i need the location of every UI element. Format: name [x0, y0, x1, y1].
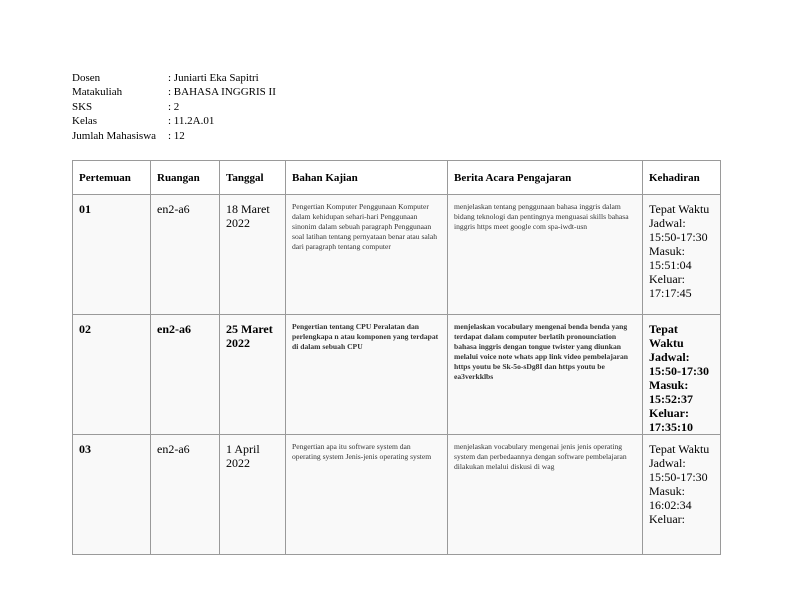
cell-pertemuan: 03: [73, 435, 151, 555]
cell-bahan-kajian: Pengertian tentang CPU Peralatan dan perlengkapa n atau komponen yang terdapat di dalam sebuah CPU: [286, 315, 448, 435]
table-row: [73, 315, 721, 435]
cell-kehadiran: [643, 315, 721, 435]
info-value: : 2: [168, 100, 180, 113]
attendance-table: [72, 160, 721, 555]
table-row: [73, 195, 721, 315]
cell-tanggal: 18 Maret 2022: [220, 195, 286, 315]
column-header-kehadiran: Kehadiran: [643, 161, 721, 195]
cell-ruangan: en2-a6: [151, 435, 220, 555]
cell-ruangan: en2-a6: [151, 315, 220, 435]
table-header-row: [73, 161, 721, 195]
cell-pertemuan: 01: [73, 195, 151, 315]
cell-bahan-kajian: Pengertian Komputer Penggunaan Komputer dalam kehidupan sehari-hari Penggunaan sinonim dalam sebuah paragraph Penggunaan soal latihan tentang pernyataan benar atau salah dari paragraph tentang computer: [286, 195, 448, 315]
column-header-berita-acara: Berita Acara Pengajaran: [448, 161, 643, 195]
kehadiran-masuk-label: Masuk:: [649, 484, 685, 498]
info-label: Dosen: [72, 72, 101, 84]
cell-kehadiran: [643, 435, 721, 555]
kehadiran-masuk-label: Masuk:: [649, 378, 689, 392]
info-label: Kelas: [72, 115, 98, 128]
info-value: : 11.2A.01: [168, 115, 215, 128]
column-header-tanggal: Tanggal: [220, 161, 286, 195]
kehadiran-jadwal-value: 15:50-17:30: [649, 470, 708, 484]
info-label: SKS: [72, 100, 93, 113]
cell-ruangan: en2-a6: [151, 195, 220, 315]
kehadiran-jadwal-value: 15:50-17:30: [649, 364, 709, 378]
cell-bahan-kajian: Pengertian apa itu software system dan operating system Jenis-jenis operating system: [286, 435, 448, 555]
table-row: [73, 435, 721, 555]
info-row-sks: [72, 100, 276, 114]
kehadiran-keluar-label: Keluar:: [649, 512, 685, 526]
info-row-dosen: [72, 71, 276, 85]
cell-pertemuan: 02: [73, 315, 151, 435]
info-value: : 12: [168, 129, 185, 142]
cell-berita-acara: menjelaskan tentang penggunaan bahasa inggris dalam bidang teknologi dan pentingnya menguasai skills bahasa inggris https meet google com spa-iwdt-usn: [448, 195, 643, 315]
column-header-bahan-kajian: Bahan Kajian: [286, 161, 448, 195]
kehadiran-jadwal-label: Jadwal:: [649, 350, 690, 364]
kehadiran-masuk-value: 16:02:34: [649, 498, 692, 512]
kehadiran-masuk-value: 15:51:04: [649, 258, 692, 272]
kehadiran-keluar-label: Keluar:: [649, 272, 685, 286]
cell-berita-acara: menjelaskan vocabulary mengenai jenis jenis operating system dan perbedaannya dengan software pembelajaran dilakukan melalui diskusi di wag: [448, 435, 643, 555]
cell-berita-acara: menjelaskan vocabulary mengenai benda benda yang terdapat dalam computer berlatih pronounciation bahasa inggris dengan tongue twister yang diunkan melalui voice note whats app link video pembelajaran https youtu be Sk-5o-sDg8I dan https youtu be ea3verkklbs: [448, 315, 643, 435]
kehadiran-masuk-value: 15:52:37: [649, 392, 693, 406]
info-row-kelas: [72, 114, 276, 128]
info-row-matakuliah: [72, 85, 276, 99]
kehadiran-keluar-label: Keluar:: [649, 406, 689, 420]
cell-kehadiran: [643, 195, 721, 315]
info-row-jumlah-mahasiswa: [72, 129, 276, 143]
column-header-ruangan: Ruangan: [151, 161, 220, 195]
kehadiran-jadwal-value: 15:50-17:30: [649, 230, 708, 244]
kehadiran-status: Tepat Waktu: [649, 202, 710, 216]
kehadiran-keluar-value: 17:17:45: [649, 286, 692, 300]
kehadiran-masuk-label: Masuk:: [649, 244, 685, 258]
info-value: : Juniarti Eka Sapitri: [168, 72, 259, 84]
info-label: Matakuliah: [72, 86, 123, 99]
column-header-pertemuan: Pertemuan: [73, 161, 151, 195]
info-label: Jumlah Mahasiswa: [72, 129, 157, 142]
kehadiran-status: Tepat Waktu: [649, 442, 710, 456]
kehadiran-jadwal-label: Jadwal:: [649, 456, 686, 470]
kehadiran-jadwal-label: Jadwal:: [649, 216, 686, 230]
kehadiran-keluar-value: 17:35:10: [649, 420, 693, 434]
kehadiran-status: Tepat Waktu: [649, 322, 684, 350]
info-value: : BAHASA INGGRIS II: [168, 86, 276, 99]
course-info: [72, 71, 276, 143]
cell-tanggal: 1 April 2022: [220, 435, 286, 555]
cell-tanggal: 25 Maret 2022: [220, 315, 286, 435]
